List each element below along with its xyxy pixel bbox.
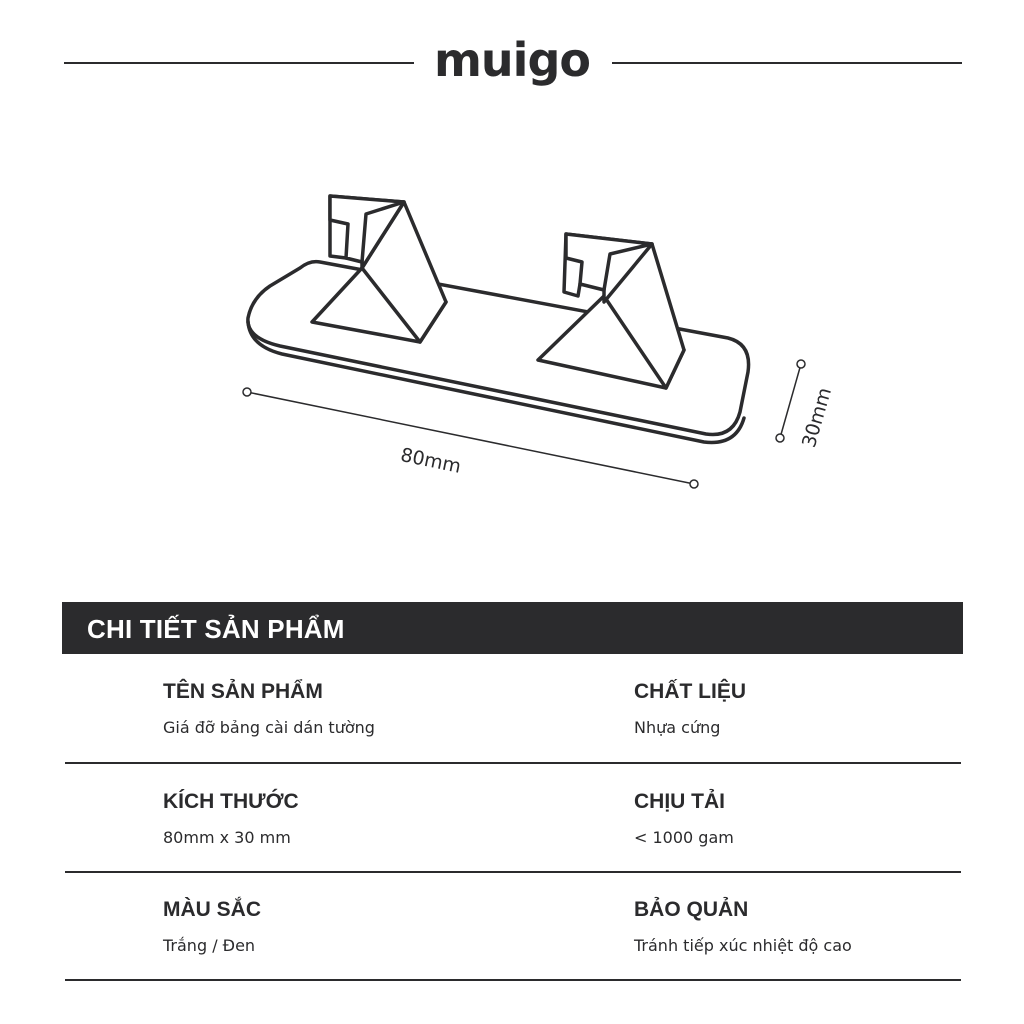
section-banner [62, 602, 963, 654]
length-dimension-end [690, 480, 698, 488]
row-divider [65, 979, 961, 981]
length-dimension-label: 80mm [398, 444, 463, 478]
row-divider [65, 871, 961, 873]
product-drawing [0, 160, 1024, 520]
spec-storage [634, 898, 852, 955]
spec-label: KÍCH THƯỚC [163, 790, 299, 813]
spec-value: Giá đỡ bảng cài dán tường [163, 718, 375, 737]
header-rule-right [612, 62, 962, 64]
spec-product-name [163, 680, 375, 737]
spec-material [634, 680, 746, 737]
spec-label: BẢO QUẢN [634, 898, 749, 921]
header-rule-left [64, 62, 414, 64]
spec-value: 80mm x 30 mm [163, 828, 291, 847]
spec-label: CHẤT LIỆU [634, 680, 746, 703]
width-dimension-label: 30mm [798, 385, 837, 451]
spec-load [634, 790, 734, 847]
spec-size [163, 790, 299, 847]
spec-label: MÀU SẮC [163, 898, 261, 921]
width-dimension-end [776, 434, 784, 442]
spec-color [163, 898, 261, 955]
length-dimension-start [243, 388, 251, 396]
spec-label: CHỊU TẢI [634, 790, 725, 813]
spec-value: Nhựa cứng [634, 718, 721, 737]
width-dimension-start [797, 360, 805, 368]
brand-logo: muigo [434, 33, 590, 87]
spec-label: TÊN SẢN PHẨM [163, 680, 323, 703]
width-dimension-line [780, 364, 801, 438]
spec-value: < 1000 gam [634, 828, 734, 847]
section-title: CHI TIẾT SẢN PHẨM [87, 614, 345, 644]
spec-value: Trắng / Đen [163, 936, 256, 955]
spec-value: Tránh tiếp xúc nhiệt độ cao [634, 936, 852, 955]
row-divider [65, 762, 961, 764]
